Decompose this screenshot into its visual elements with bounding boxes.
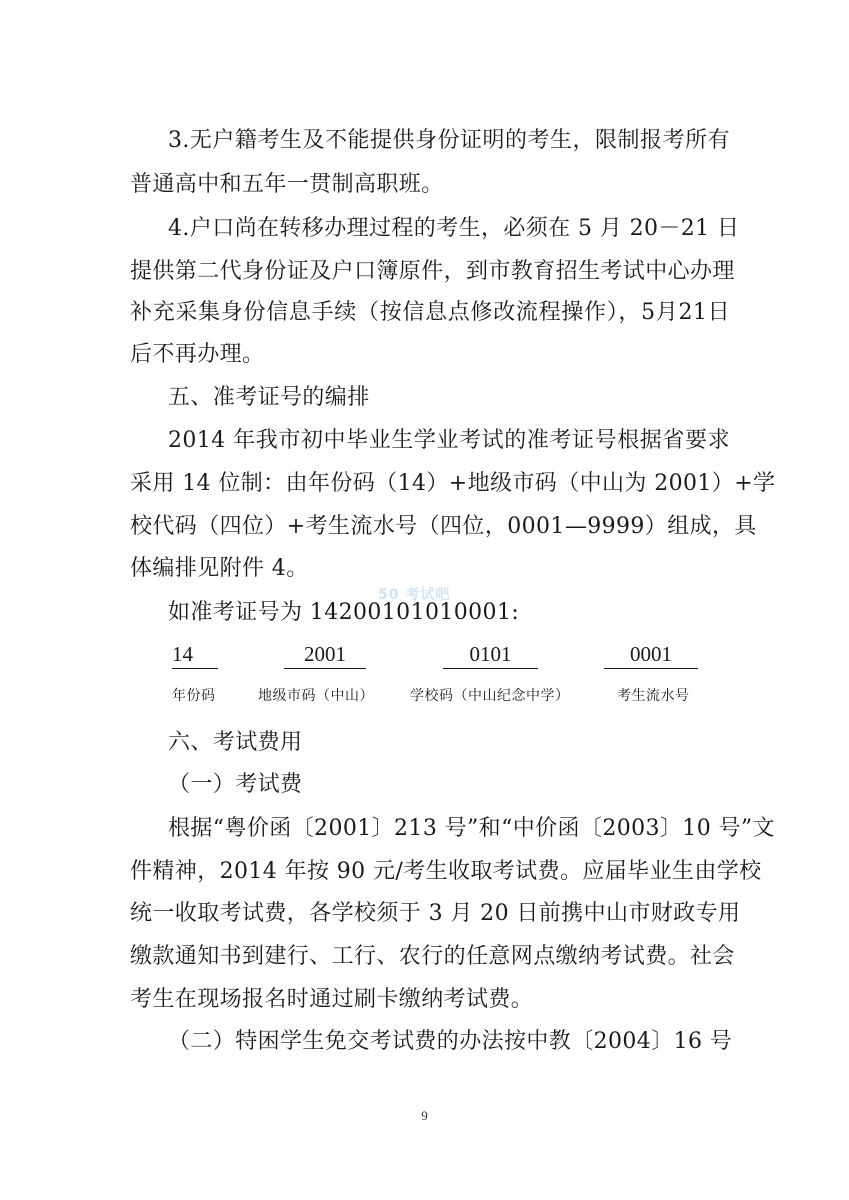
section-5-para-line-3: 校代码（四位）+考生流水号（四位，0001—9999）组成，具	[130, 514, 757, 539]
code-serial: 0001	[604, 640, 698, 669]
page-number: 9	[421, 1108, 428, 1123]
code-school: 0101	[443, 640, 538, 669]
section-6-sub-1-line-5: 考生在现场报名时通过刷卡缴纳考试费。	[130, 987, 534, 1012]
section-6-sub-1-line-3: 统一收取考试费，各学校须于 3 月 20 日前携中山市财政专用	[130, 901, 741, 926]
paragraph-4-line-4: 后不再办理。	[130, 342, 265, 367]
watermark-logo: 50 考试吧	[378, 587, 451, 603]
paragraph-4-line-3: 补充采集身份信息手续（按信息点修改流程操作），5月21日	[130, 300, 730, 325]
paragraph-4-line-2: 提供第二代身份证及户口簿原件，到市教育招生考试中心办理	[130, 259, 735, 284]
paragraph-3-line-2: 普通高中和五年一贯制高职班。	[130, 172, 444, 197]
section-6-sub-1-line-2: 件精神，2014 年按 90 元/考生收取考试费。应届毕业生由学校	[130, 859, 762, 884]
section-6-sub-2-line-1: （二）特困学生免交考试费的办法按中教〔2004〕16 号	[168, 1029, 733, 1054]
section-6-sub-1-line-4: 缴款通知书到建行、工行、农行的任意网点缴纳考试费。社会	[130, 944, 735, 969]
code-school-label: 学校码（中山纪念中学）	[410, 688, 570, 704]
paragraph-4-line-1: 4.户口尚在转移办理过程的考生，必须在 5 月 20－21 日	[168, 216, 740, 241]
section-5-para-line-4: 体编排见附件 4。	[130, 556, 309, 581]
section-6-heading: 六、考试费用	[168, 730, 303, 755]
code-year: 14	[172, 640, 218, 669]
code-city-label: 地级市码（中山）	[258, 688, 374, 704]
section-5-para-line-1: 2014 年我市初中毕业生学业考试的准考证号根据省要求	[168, 428, 730, 453]
code-serial-label: 考生流水号	[617, 688, 690, 704]
paragraph-3-line-1: 3.无户籍考生及不能提供身份证明的考生，限制报考所有	[168, 128, 730, 153]
section-5-heading: 五、准考证号的编排	[168, 385, 370, 410]
section-5-example: 如准考证号为 14200101010001:	[168, 600, 520, 625]
section-5-para-line-2: 采用 14 位制：由年份码（14）+地级市码（中山为 2001）+学	[130, 471, 776, 496]
code-year-label: 年份码	[172, 688, 216, 704]
code-city: 2001	[284, 640, 366, 669]
section-6-sub-1-heading: （一）考试费	[168, 772, 303, 797]
section-6-sub-1-line-1: 根据“粤价函〔2001〕213 号”和“中价函〔2003〕10 号”文	[168, 816, 775, 841]
